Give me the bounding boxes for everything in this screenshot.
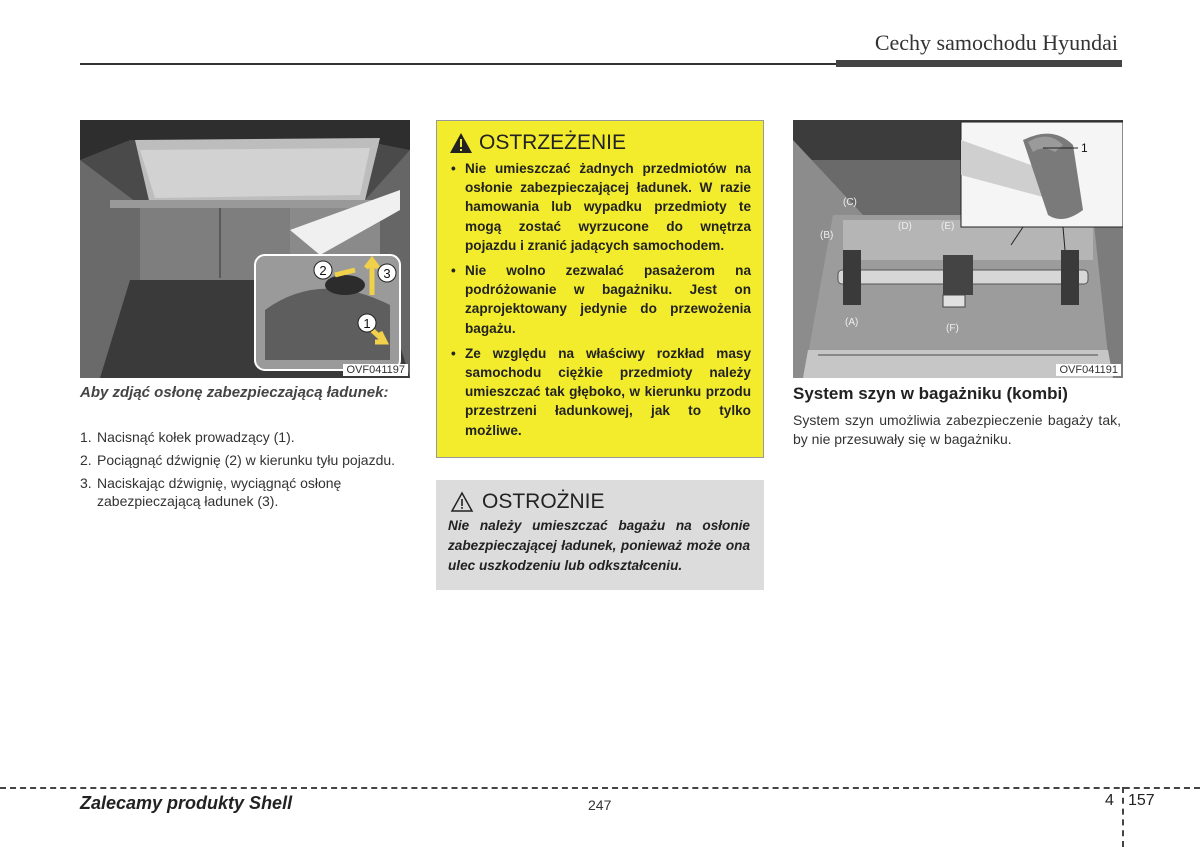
- label-f: (F): [946, 323, 959, 334]
- callout-1: 1: [363, 316, 371, 331]
- cargo-cover-illustration: [80, 120, 410, 378]
- warning-list: [451, 159, 751, 440]
- caution-box: [436, 480, 764, 590]
- callout-1: 1: [1081, 141, 1088, 155]
- caution-title: OSTROŻNIE: [482, 490, 605, 513]
- callout-3: 3: [383, 266, 391, 281]
- section-body: System szyn umożliwia zabezpieczenie bagaży tak, by nie przesuwały się w bagażniku.: [793, 412, 1121, 447]
- callout-2: 2: [319, 263, 327, 278]
- label-e: (E): [941, 221, 955, 232]
- label-c: (C): [843, 197, 857, 208]
- warning-triangle-filled-icon: [449, 132, 473, 154]
- header-title: Cechy samochodu Hyundai: [874, 30, 1118, 55]
- warning-header: [449, 131, 763, 155]
- image-code: OVF041191: [1056, 364, 1121, 376]
- rail-system-photo: [793, 120, 1123, 378]
- warning-title: OSTRZEŻENIE: [479, 131, 627, 154]
- image-code: OVF041197: [343, 364, 408, 376]
- label-a: (A): [845, 317, 859, 328]
- section-heading: System szyn w bagażniku (kombi): [793, 384, 1068, 403]
- figure-caption: Aby zdjąć osłonę zabezpieczającą ładunek:: [80, 384, 389, 401]
- footer-chapter: 4: [1105, 792, 1114, 809]
- footer-slogan: Zalecamy produkty Shell: [80, 793, 293, 813]
- list-item: • Nie wolno zezwalać pasażerom na podróżowanie w bagażniku. Jest on zaprojektowany jedynie do przewożenia bagażu.: [451, 263, 751, 336]
- footer-rule: [0, 787, 1200, 789]
- warning-box: [436, 120, 764, 458]
- steps-list: [80, 428, 410, 515]
- list-item: 2. Pociągnąć dźwignię (2) w kierunku tyłu pojazdu.: [80, 452, 396, 468]
- caution-header: [450, 490, 764, 514]
- list-item: • Ze względu na właściwy rozkład masy samochodu ciężkie przedmioty należy umieszczać tak głęboko, w kierunku przodu przestrzeni ładunkowej, jak to tylko możliwe.: [451, 345, 751, 438]
- page-number: 157: [1128, 792, 1155, 809]
- footer-divider: [1122, 787, 1124, 847]
- warning-triangle-outline-icon: [450, 491, 474, 513]
- cargo-cover-photo: [80, 120, 410, 378]
- list-item: • Nie umieszczać żadnych przedmiotów na osłonie zabezpieczającej ładunek. W razie hamowania lub wypadku przedmioty te mogą zostać wyrzucone do wnętrza pojazdu i zranić jadących samochodem.: [451, 161, 751, 253]
- caution-text: Nie należy umieszczać bagażu na osłonie zabezpieczającej ładunek, ponieważ może ona ulec uszkodzeniu lub odkształceniu.: [448, 518, 750, 573]
- list-item: 1. Nacisnąć kołek prowadzący (1).: [80, 429, 295, 445]
- label-b: (B): [820, 230, 834, 241]
- rail-system-illustration: [793, 120, 1123, 378]
- header-bar: [836, 60, 1122, 67]
- footer-sheet-number: 247: [588, 797, 612, 813]
- list-item: 3. Naciskając dźwignię, wyciągnąć osłonę zabezpieczającą ładunek (3).: [80, 475, 342, 509]
- label-d: (D): [898, 221, 912, 232]
